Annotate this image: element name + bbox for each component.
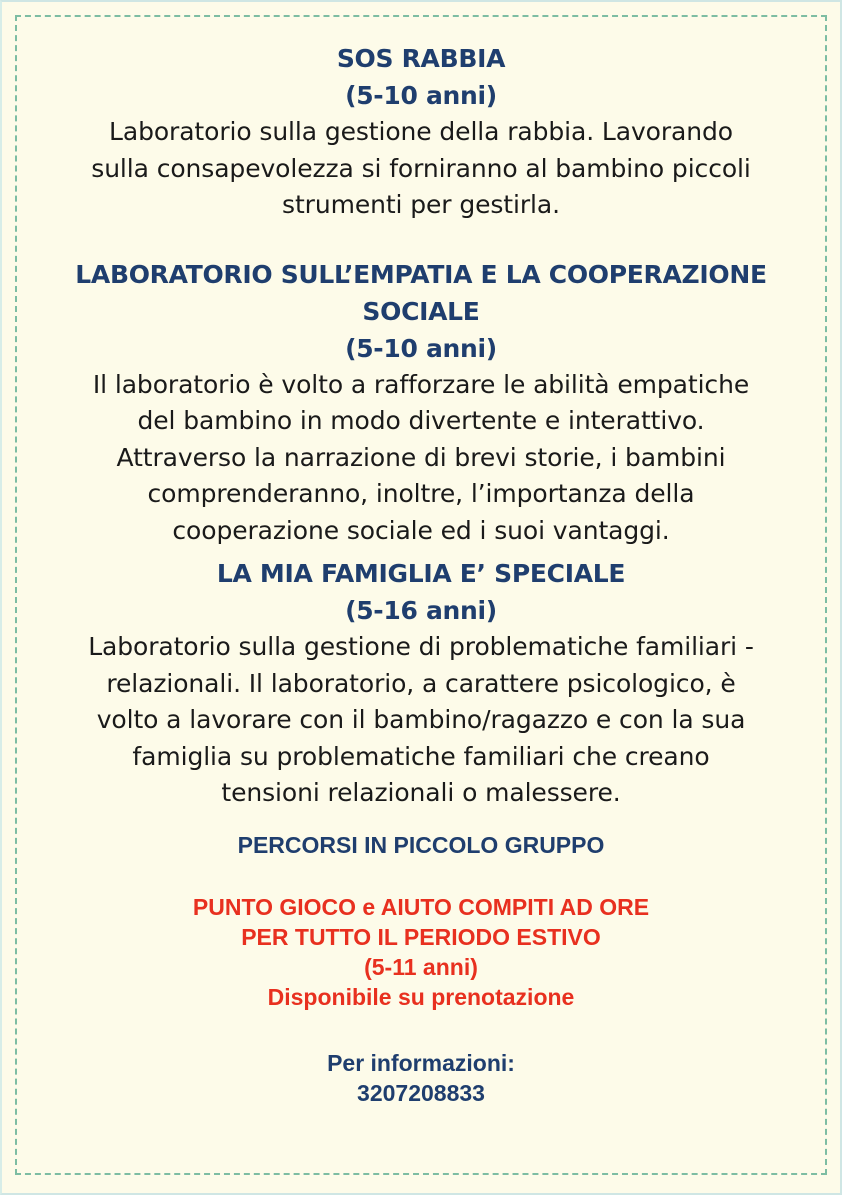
section-title: LA MIA FAMIGLIA E’ SPECIALE [216, 559, 626, 588]
section-title: SOCIALE [362, 296, 480, 326]
section-text-line: Laboratorio sulla gestione della rabbia. Lavorando [109, 117, 733, 146]
section-text-line: tensioni relazionali o malessere. [221, 778, 621, 807]
section-text-line: famiglia su problematiche familiari che creano [132, 741, 710, 771]
section-sos-rabbia [20, 40, 822, 224]
section-title: LABORATORIO SULL’EMPATIA E LA COOPERAZIONE [75, 259, 767, 289]
playpoint-period: PER TUTTO IL PERIODO ESTIVO [241, 923, 601, 950]
section-famiglia [20, 555, 822, 812]
section-age: (5-10 anni) [345, 81, 497, 110]
section-text-line: sulla consapevolezza si forniranno al bambino piccoli [91, 153, 751, 183]
playpoint-availability: Disponibile su prenotazione [267, 983, 575, 1010]
section-text-line: cooperazione sociale ed i suoi vantaggi. [172, 515, 670, 545]
section-empatia [20, 256, 822, 550]
playpoint-title: PUNTO GIOCO e AIUTO COMPITI AD ORE [192, 893, 650, 920]
section-text-line: strumenti per gestirla. [282, 190, 560, 219]
section-age: (5-10 anni) [345, 333, 497, 363]
section-title: SOS RABBIA [336, 44, 506, 73]
playpoint-block [20, 892, 822, 1012]
section-text-line: relazionali. Il laboratorio, a carattere psicologico, è [106, 668, 736, 698]
flyer-content [20, 40, 822, 1108]
section-text-line: Attraverso la narrazione di brevi storie, i bambini [116, 442, 726, 472]
section-age: (5-16 anni) [345, 596, 497, 625]
contact-phone[interactable]: 3207208833 [357, 1079, 485, 1106]
contact-label: Per informazioni: [327, 1049, 515, 1076]
section-text-line: Il laboratorio è volto a rafforzare le abilità empatiche [92, 369, 750, 399]
small-groups-heading: PERCORSI IN PICCOLO GRUPPO [237, 831, 605, 858]
section-text-line: comprenderanno, inoltre, l’importanza della [147, 479, 695, 508]
playpoint-age: (5-11 anni) [364, 953, 478, 980]
section-text-line: del bambino in modo divertente e interattivo. [137, 406, 705, 435]
section-text-line: Laboratorio sulla gestione di problematiche familiari - [88, 632, 754, 661]
contact-block [20, 1048, 822, 1108]
section-text-line: volto a lavorare con il bambino/ragazzo e con la sua [96, 705, 746, 734]
